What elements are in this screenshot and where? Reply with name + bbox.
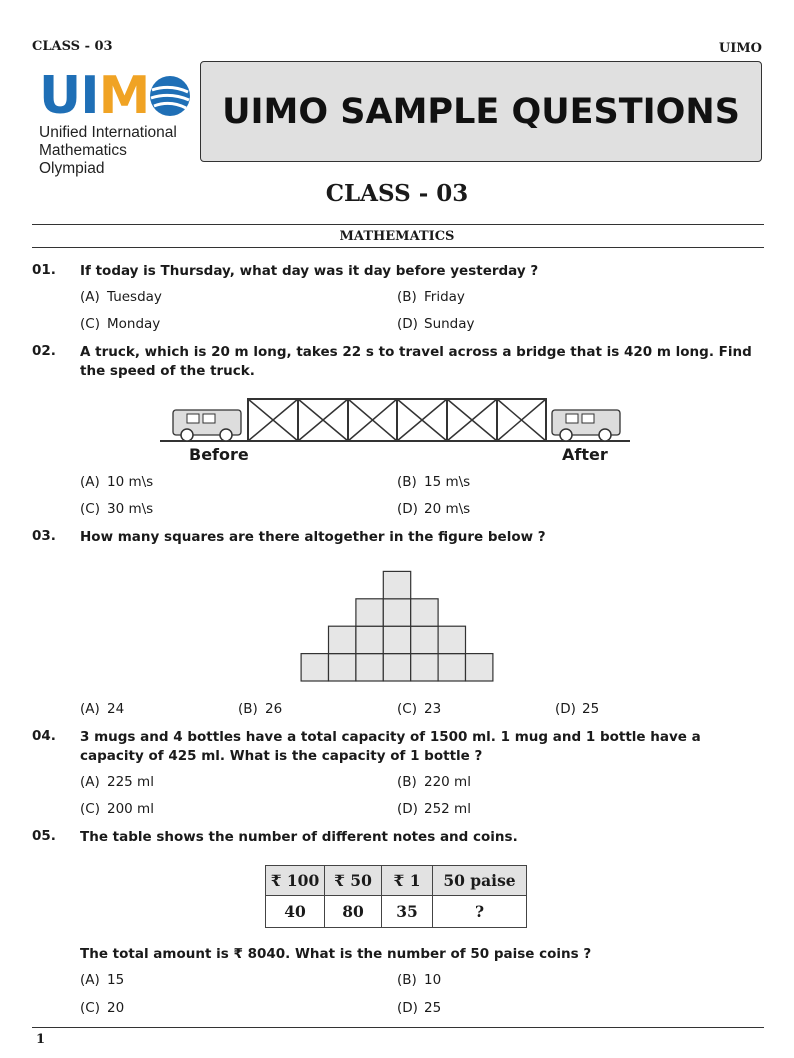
option-b: (B) 15 m\s [397, 474, 471, 490]
option-c: (C) Monday [80, 316, 161, 332]
pyramid-square [383, 654, 410, 681]
pyramid-square [438, 654, 465, 681]
option-d: (D) 252 ml [397, 801, 471, 817]
banner-title: UIMO SAMPLE QUESTIONS [222, 91, 740, 132]
logo-letter-u: U [39, 66, 81, 126]
pyramid-square [383, 626, 410, 653]
title-banner [200, 61, 762, 162]
after-label: After [562, 445, 608, 464]
table-cell: ? [433, 896, 527, 928]
option-a: (A) Tuesday [80, 289, 162, 305]
table-header-cell: ₹ 1 [382, 866, 433, 896]
question-text: If today is Thursday, what day was it day before yesterday ? [80, 263, 539, 279]
option-b: (B) 220 ml [397, 774, 471, 790]
pyramid-square [411, 599, 438, 626]
question-text: The table shows the number of different notes and coins. [80, 829, 518, 845]
option-b: (B) Friday [397, 289, 465, 305]
question-text-followup: The total amount is ₹ 8040. What is the number of 50 paise coins ? [80, 946, 592, 962]
option-c: (C) 20 [80, 1000, 125, 1016]
question-text: 3 mugs and 4 bottles have a total capacity of 1500 ml. 1 mug and 1 bottle have a capacity of 425 ml. What is the capacity of 1 bottle ? [80, 729, 701, 764]
logo-subtitle-line2: Mathematics Olympiad [39, 142, 127, 177]
pyramid-square [411, 654, 438, 681]
logo-subtitle-line1: Unified International [39, 124, 177, 141]
logo-wordmark [39, 66, 150, 126]
truck-bridge-figure [160, 393, 630, 448]
uimo-logo [36, 66, 196, 177]
option-d: (D) 25 [555, 701, 600, 717]
option-a: (A) 15 [80, 972, 125, 988]
header-brand-label: UIMO [718, 41, 762, 56]
before-label: Before [189, 445, 249, 464]
pyramid-square [411, 626, 438, 653]
option-b: (B) 26 [238, 701, 283, 717]
question-text: How many squares are there altogether in the figure below ? [80, 529, 546, 545]
pyramid-square [466, 654, 493, 681]
option-a: (A) 225 ml [80, 774, 154, 790]
footer-divider [32, 1027, 764, 1028]
divider [32, 224, 764, 225]
table-cell: 40 [266, 896, 325, 928]
question-number: 02. [32, 343, 56, 359]
option-a: (A) 10 m\s [80, 474, 154, 490]
truck-after [552, 410, 620, 441]
pyramid-square [329, 626, 356, 653]
question-text: A truck, which is 20 m long, takes 22 s to travel across a bridge that is 420 m long. Find the speed of the truck. [80, 344, 752, 379]
logo-subtitle [39, 124, 196, 178]
option-c: (C) 200 ml [80, 801, 154, 817]
pyramid-square [438, 626, 465, 653]
table-header-cell: ₹ 50 [325, 866, 382, 896]
option-a: (A) 24 [80, 701, 125, 717]
option-c: (C) 30 m\s [80, 501, 154, 517]
question-number: 04. [32, 728, 56, 744]
pyramid-square [383, 599, 410, 626]
option-b: (B) 10 [397, 972, 442, 988]
pyramid-square [356, 654, 383, 681]
table-header-cell: 50 paise [433, 866, 527, 896]
option-d: (D) 20 m\s [397, 501, 471, 517]
pyramid-square [356, 626, 383, 653]
class-heading: CLASS - 03 [325, 180, 469, 207]
header-class-label: CLASS - 03 [32, 39, 113, 54]
pyramid-square [301, 654, 328, 681]
option-c: (C) 23 [397, 701, 442, 717]
option-d: (D) Sunday [397, 316, 475, 332]
pyramid-square [329, 654, 356, 681]
page-number: 1 [36, 1032, 46, 1047]
divider [32, 247, 764, 248]
table-cell: 80 [325, 896, 382, 928]
logo-letter-m: M [98, 66, 150, 126]
subject-heading: MATHEMATICS [339, 229, 455, 244]
pyramid-square [383, 571, 410, 598]
option-d: (D) 25 [397, 1000, 442, 1016]
globe-icon [148, 74, 192, 118]
question-number: 05. [32, 828, 56, 844]
question-number: 01. [32, 262, 56, 278]
pyramid-square [356, 599, 383, 626]
table-cell: 35 [382, 896, 433, 928]
logo-letter-i: I [80, 66, 99, 126]
table-header-cell: ₹ 100 [266, 866, 325, 896]
bridge-truss [248, 399, 546, 441]
truck-before [173, 410, 241, 441]
notes-coins-table [265, 865, 527, 928]
square-pyramid-figure [298, 566, 496, 682]
question-number: 03. [32, 528, 56, 544]
